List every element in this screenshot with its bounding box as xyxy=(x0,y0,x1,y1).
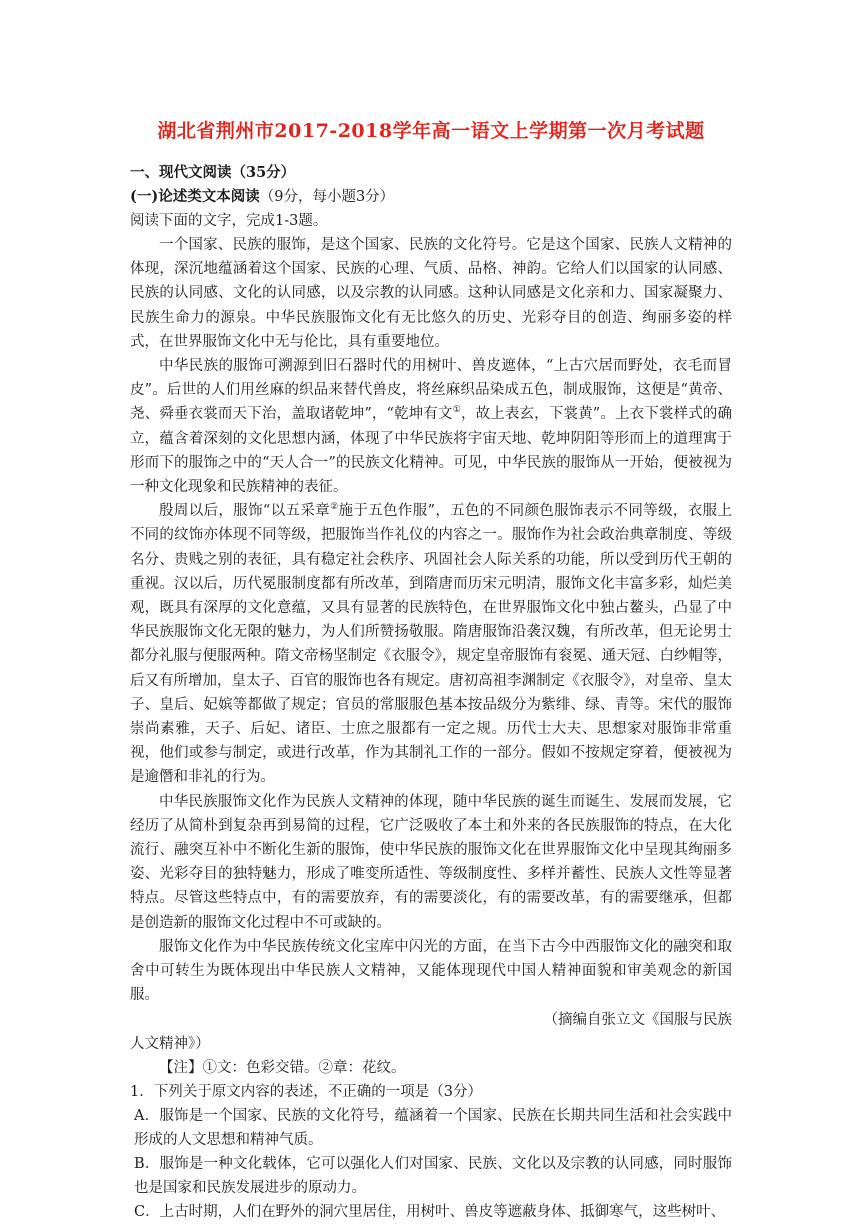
subsection-note: （9分，每小题3分） xyxy=(259,189,395,205)
paragraph-1: 一个国家、民族的服饰，是这个国家、民族的文化符号。它是这个国家、民族人文精神的体现，深沉地蕴涵着这个国家、民族的心理、气质、品格、神韵。它给人们以国家的认同感、民族的认同感、文化的认同感，以及宗教的认同感。这种认同感是文化亲和力、国家凝聚力、民族生命力的源泉。中华民族服饰文化有无比悠久的历史、光彩夺目的创造、绚丽多姿的样式，在世界服饰文化中无与伦比，具有重要地位。 xyxy=(130,237,732,350)
paragraph-3-text-a: 殷周以后，服饰“以五采章 xyxy=(159,503,331,520)
footnote: 【注】①文：色彩交错。②章：花纹。 xyxy=(159,1059,406,1076)
page-title: 湖北省荆州市2017-2018学年高一语文上学期第一次月考试题 xyxy=(157,120,705,142)
subsection-label: (一)论述类文本阅读 xyxy=(130,188,260,205)
footnote-marker-2: ② xyxy=(330,502,339,513)
source-citation-line-1: （摘编自张立文《国服与民族 xyxy=(543,1011,732,1028)
paragraph-5: 服饰文化作为中华民族传统文化宝库中闪光的方面，在当下古今中西服饰文化的融突和取舍中可转生为既体现出中华民族人文精神，又能体现现代中国人精神面貌和审美观念的新国服。 xyxy=(130,938,732,1004)
instruction: 阅读下面的文字，完成1-3题。 xyxy=(130,213,328,229)
footnote-marker-1: ① xyxy=(452,405,461,416)
question-1-option-b: B．服饰是一种文化载体，它可以强化人们对国家、民族、文化以及宗教的认同感，同时服饰也是国家和民族发展进步的原动力。 xyxy=(134,1155,732,1196)
paragraph-3-text-b: 施于五色作服”，五色的不同颜色服饰表示不同等级，衣服上不同的纹饰亦体现不同等级，把服饰当作礼仪的内容之一。服饰作为社会政治典章制度、等级名分、贵贱之别的表征，具有稳定社会秩序、巩固社会人际关系的功能，所以受到历代王朝的重视。汉以后，历代冕服制度都有所改革，到隋唐而历宋元明清，服饰文化丰富多彩，灿烂美观，既具有深厚的文化意蕴，又具有显著的民族特色，在世界服饰文化中独占鳌头，凸显了中华民族服饰文化无限的魅力，为人们所赞扬敬服。隋唐服饰沿袭汉魏，有所改革，但无论男士都分礼服与便服两种。隋文帝杨坚制定《衣服令》，规定皇帝服饰有衮冕、通天冠、白纱帽等，后又有所增加，皇太子、百官的服饰也各有规定。唐初高祖李渊制定《衣服令》，对皇帝、皇太子、皇后、妃嫔等都做了规定；官员的常服服色基本按品级分为紫绯、绿、青等。宋代的服饰崇尚素雅，天子、后妃、诸臣、士庶之服都有一定之规。历代士大夫、思想家对服饰非常重视，他们或参与制定，或进行改革，作为其制礼工作的一部分。假如不按规定穿着，便被视为是逾僭和非礼的行为。 xyxy=(130,503,732,786)
section-heading: 一、现代文阅读（35分） xyxy=(130,164,296,181)
source-citation-line-2: 人文精神》） xyxy=(130,1035,210,1052)
question-1-stem: 1．下列关于原文内容的表述，不正确的一项是（3分） xyxy=(130,1083,482,1100)
paragraph-2 xyxy=(130,354,732,499)
paragraph-4: 中华民族服饰文化作为民族人文精神的体现，随中华民族的诞生而诞生、发展而发展，它经历了从简朴到复杂再到易简的过程，它广泛吸收了本土和外来的各民族服饰的特点，在大化流行、融突互补中不断化生新的服饰，使中华民族的服饰文化在世界服饰文化中呈现其绚丽多姿、光彩夺目的独特魅力，形成了唯变所适性、等级制度性、多样并蓄性、民族人文性等显著特点。尽管这些特点中，有的需要放弃，有的需要淡化，有的需要改革，有的需要继承，但都是创造新的服饰文化过程中不可或缺的。 xyxy=(130,793,732,931)
subsection-heading xyxy=(130,185,732,209)
question-1-option-a: A．服饰是一个国家、民族的文化符号，蕴涵着一个国家、民族在长期共同生活和社会实践中形成的人文思想和精神气质。 xyxy=(134,1107,732,1148)
paragraph-3 xyxy=(130,499,732,789)
question-1-option-c: C．上古时期，人们在野外的洞穴里居住，用树叶、兽皮等遮蔽身体、抵御寒气，这些树叶、 xyxy=(134,1203,726,1220)
paragraph-2-text-b: ，故上表玄，下裳黄”。上衣下裳样式的确立，蕴含着深刻的文化思想内涵，体现了中华民族将宇宙天地、乾坤阴阳等形而上的道理寓于形而下的服饰之中的“天人合一”的民族文化精神。可见，中华民族的服饰从一开始，便被视为一种文化现象和民族精神的表征。 xyxy=(130,406,732,496)
paragraph-2-text-a: 中华民族的服饰可溯源到旧石器时代的用树叶、兽皮遮体，“上古穴居而野处，衣毛而冒皮”。后世的人们用丝麻的织品来替代兽皮，将丝麻织品染成五色，制成服饰，这便是“黄帝、尧、舜垂衣裳而天下治，盖取诸乾坤”，“乾坤有文 xyxy=(130,358,732,423)
